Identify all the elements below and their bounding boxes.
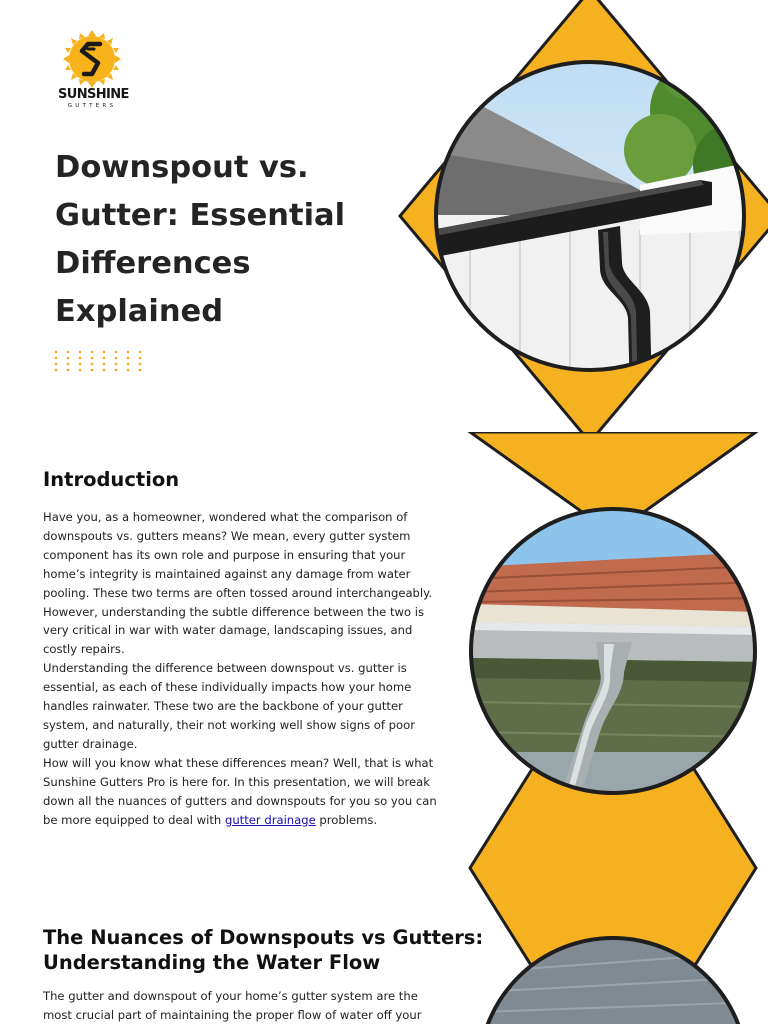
intro-slide (0, 432, 768, 1024)
hero-slide (0, 0, 768, 432)
hero-title: Downspout vs. Gutter: Essential Differences Explained (55, 150, 346, 329)
brand-name: SUNSHINE (58, 87, 129, 102)
sun-s-icon (58, 30, 126, 90)
brand-subtitle: GUTTERS (67, 103, 117, 109)
nuances-body: The gutter and downspout of your home’s gutter system are the most crucial part of maintaining the proper flow of water off your (43, 989, 422, 1022)
dotted-pattern-decoration (54, 350, 144, 374)
intro-body (43, 508, 443, 829)
gutter-drainage-link[interactable]: gutter drainage (224, 812, 316, 827)
intro-paragraph-text: How will you know what these differences mean? Well, that is what Sunshine Gutters Pro is here for. In this presentation, we will break down all the nuances of gutters and downspouts for you so you can be more equipped to deal with (43, 755, 437, 827)
brand-logo[interactable] (58, 30, 129, 112)
intro-heading: Introduction (43, 468, 180, 491)
intro-paragraph: Understanding the difference between downspout vs. gutter is essential, as each of these individually impacts how your home handles rainwater. These two are the backbone of your gutter system, and naturally, their not working well show signs of poor gutter drainage. (43, 661, 415, 751)
intro-paragraph-text: problems. (315, 812, 378, 827)
nuances-heading: The Nuances of Downspouts vs Gutters: Understanding the Water Flow (43, 926, 484, 974)
intro-paragraph: Have you, as a homeowner, wondered what the comparison of downspouts vs. gutters means? We mean, every gutter system component has its own role and purpose in ensuring that your home’s integrity is maintained against any damage from water pooling. These two terms are often tossed around interchangeably. However, understanding the subtle difference between the two is very critical in war with water damage, landscaping issues, and costly repairs. (43, 510, 433, 657)
hero-photo (420, 40, 768, 395)
intro-paragraph (43, 754, 443, 830)
